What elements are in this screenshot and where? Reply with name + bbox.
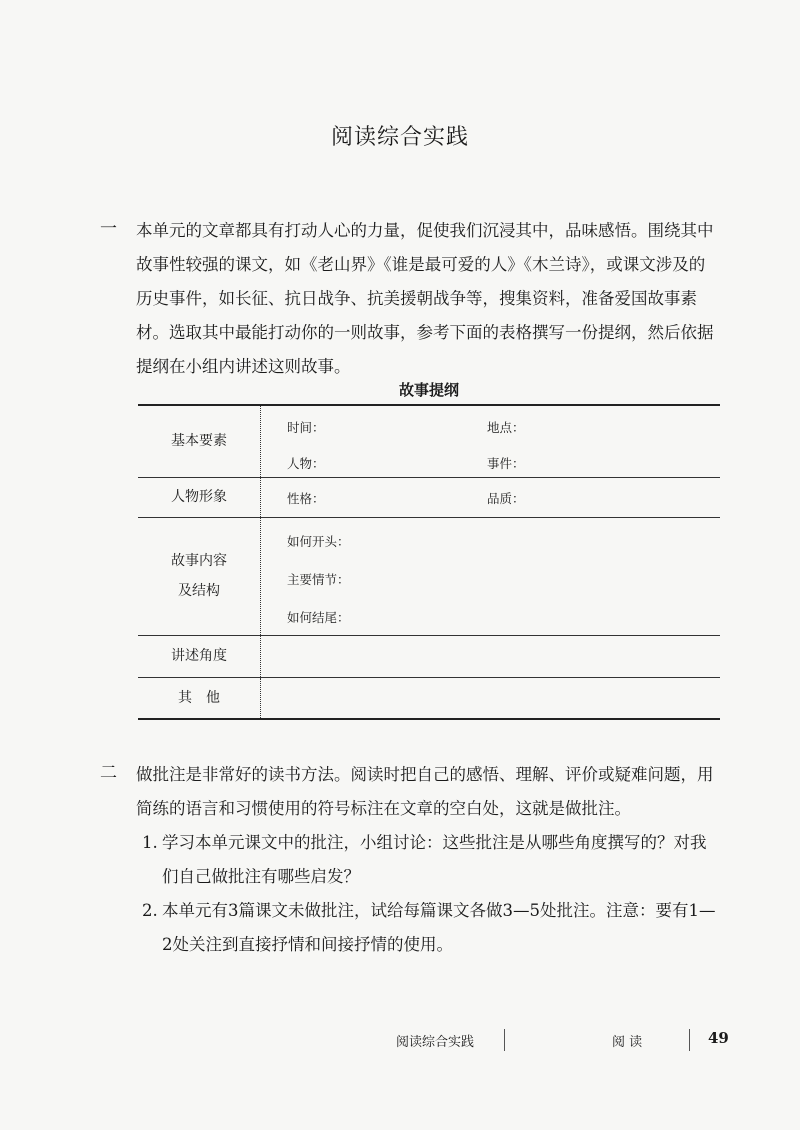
page-number: 49 — [708, 1029, 729, 1047]
section-text: 做批注是非常好的读书方法。阅读时把自己的感悟、理解、评价或疑难问题，用简练的语言和习惯使用的符号标注在文章的空白处，这就是做批注。 — [136, 765, 714, 818]
field-label: 如何开头： — [287, 533, 350, 549]
section-text: 本单元的文章都具有打动人心的力量，促使我们沉浸其中，品味感悟。围绕其中故事性较强的课文，如《老山界》《谁是最可爱的人》《木兰诗》，或课文涉及的历史事件，如长征、抗日战争、抗美援朝战争等，搜集资料，准备爱国故事素材。选取其中最能打动你的一则故事，参考下面的表格撰写一份提纲，然后依据提纲在小组内讲述这则故事。 — [136, 221, 714, 376]
section-number: 二 — [100, 763, 117, 783]
footer-divider — [689, 1029, 690, 1051]
field-label: 地点： — [487, 420, 525, 435]
table-row — [138, 405, 720, 477]
section-two — [100, 758, 720, 962]
table-row — [138, 517, 720, 635]
table-row — [138, 635, 720, 677]
row-label-line: 及结构 — [178, 583, 220, 599]
table-row — [138, 677, 720, 719]
row-label: 讲述角度 — [138, 635, 261, 677]
field-label: 品质： — [487, 490, 525, 506]
section-number: 一 — [100, 219, 117, 239]
footer-divider — [504, 1029, 505, 1051]
row-content — [261, 635, 721, 677]
list-item-number: 2. — [142, 901, 158, 920]
list-item-text: 本单元有3篇课文未做批注，试给每篇课文各做3—5处批注。注意：要有1—2处关注到直接抒情和间接抒情的使用。 — [162, 901, 716, 954]
row-label: 其 他 — [138, 677, 261, 719]
row-content — [261, 677, 721, 719]
field-label: 人物： — [287, 456, 325, 471]
footer-section-title: 阅读综合实践 — [396, 1035, 475, 1050]
table-title: 故事提纲 — [398, 381, 459, 399]
row-label — [138, 517, 261, 635]
list-item — [142, 894, 720, 962]
row-label: 基本要素 — [138, 405, 261, 477]
row-content — [261, 477, 721, 517]
row-label-line: 故事内容 — [171, 553, 227, 569]
page-footer — [0, 1025, 800, 1055]
page-title: 阅读综合实践 — [330, 125, 469, 150]
field-label: 性格： — [287, 490, 325, 506]
section-one — [100, 214, 720, 384]
field-label: 时间： — [287, 420, 325, 435]
list-item — [142, 826, 720, 894]
field-label: 如何结尾： — [287, 609, 350, 625]
story-outline-table — [138, 404, 720, 720]
row-content — [261, 405, 721, 477]
table-row — [138, 477, 720, 517]
row-content — [261, 517, 721, 635]
field-label: 主要情节： — [287, 571, 350, 587]
list-item-text: 学习本单元课文中的批注，小组讨论：这些批注是从哪些角度撰写的？对我们自己做批注有哪些启发？ — [162, 833, 707, 886]
row-label: 人物形象 — [138, 477, 261, 517]
footer-category: 阅 读 — [612, 1035, 643, 1050]
field-label: 事件： — [487, 456, 525, 471]
list-item-number: 1. — [142, 833, 158, 852]
